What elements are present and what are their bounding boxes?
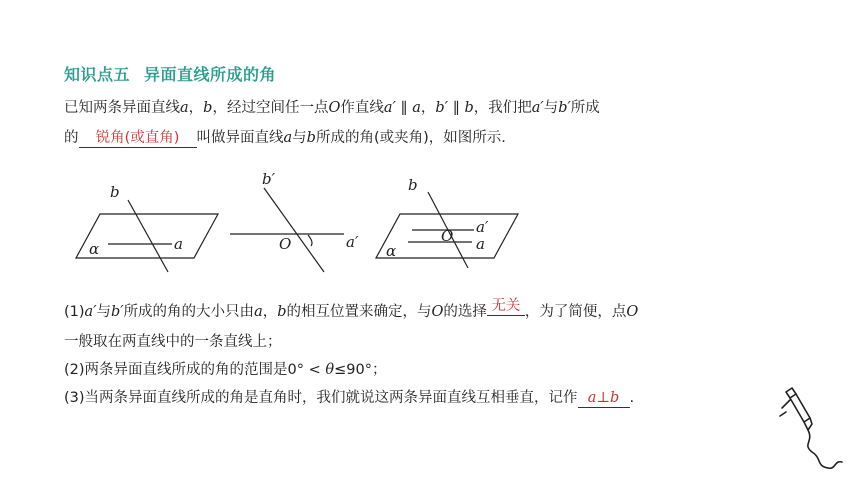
fig2-label-a-prime: a′ — [346, 233, 359, 251]
section-label: 知识点五 — [64, 65, 131, 84]
definition-line-1: 已知两条异面直线a，b，经过空间任一点O作直线a′ ∥ a，b′ ∥ b，我们把a′与b′所成 — [64, 100, 600, 116]
section-title: 异面直线所成的角 — [144, 65, 277, 84]
note-2: (2)两条异面直线所成的角的范围是0° < θ≤90°； — [64, 362, 387, 378]
fig3-label-a-prime: a′ — [476, 218, 489, 236]
answer-blank-irrelevant: 无关 — [487, 297, 525, 316]
fig1-label-a: a — [174, 235, 183, 253]
answer-blank-angle: 锐角(或直角) — [79, 129, 197, 148]
fig3-label-alpha: α — [386, 242, 397, 260]
fig2-label-O: O — [279, 235, 292, 253]
fig3-label-O: O — [441, 227, 454, 245]
fig1-label-b: b — [110, 183, 120, 201]
note-1: (1)a′与b′所成的角的大小只由a，b的相互位置来确定，与O的选择 无关 ，为了简便，点O — [64, 298, 639, 320]
answer-blank-perpendicular: a⊥b — [578, 389, 630, 408]
fig3-label-a: a — [476, 235, 485, 253]
definition-line-2: 的 锐角(或直角) 叫做异面直线a与b所成的角(或夹角)，如图所示. — [64, 130, 506, 146]
figure-2-lines — [230, 188, 344, 272]
fig3-label-b: b — [408, 176, 418, 194]
figure-1-plane — [76, 200, 218, 272]
fig1-label-alpha: α — [89, 240, 100, 258]
note-1-continued: 一般取在两直线中的一条直线上； — [64, 334, 282, 350]
fig2-label-b-prime: b′ — [262, 170, 276, 188]
pen-doodle-icon — [772, 386, 852, 476]
note-3: (3)当两条异面直线所成的角是直角时，我们就说这两条异面直线互相垂直，记作 a⊥b . — [64, 390, 635, 406]
